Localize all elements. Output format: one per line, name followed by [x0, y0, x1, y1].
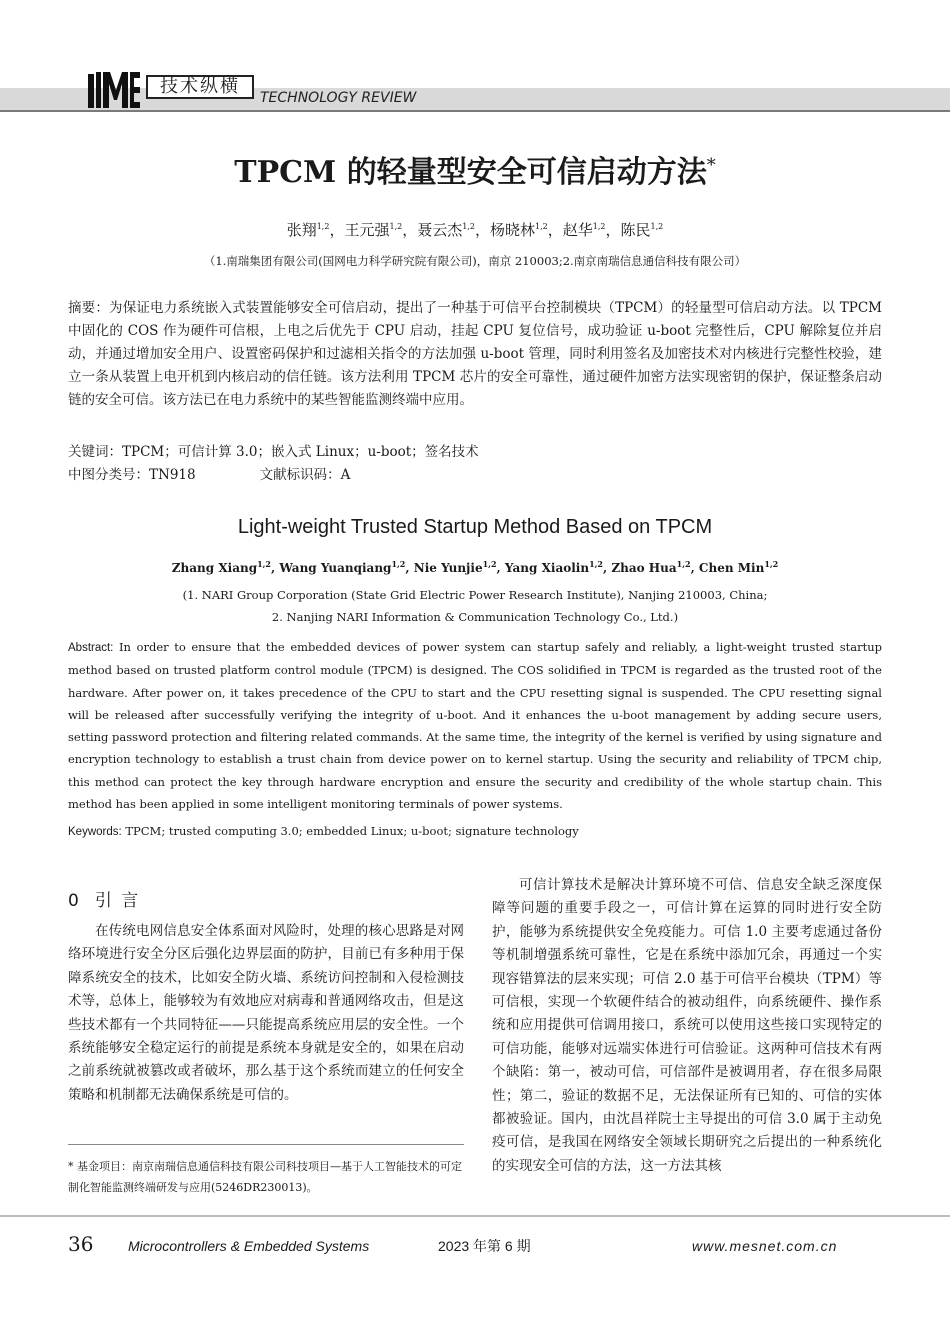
class-number: 中图分类号：TN918 — [68, 467, 196, 483]
column-name-cn: 技术纵横 — [146, 75, 254, 99]
intro-left-column: 在传统电网信息安全体系面对风险时，处理的核心思路是对网络环境进行安全分区后强化边界层面的防护，目前已有多种用于保障系统安全的技术，比如安全防火墙、系统访问控制和入侵检测技术等，总体上，能够较为有效地应对病毒和普通网络攻击，但是这些技术都有一个共同特征——只能提高系统应用层的安全性。一个系统能够安全稳定运行的前提是系统本身就是安全的，如果在启动之前系统就被篡改或者破坏，那么基于这个系统而建立的任何安全策略和机制都无法确保系统是可信的。 — [68, 923, 464, 1103]
abstract-en-text: In order to ensure that the embedded devices of power system can startup safely and reliably, a light-weight trusted startup method based on trusted platform control module (TPCM) is designed. The COS solidified in TPCM is regarded as the trusted root of the hardware. After power on, it takes precedence of the CPU to start and the CPU resetting signal is suspended. The CPU resetting signal will be released after successfully verifying the integrity of u-boot. And it enhances the u-boot management by adding secure users, setting password protection and filtering related commands. At the same time, the integrity of the kernel is verified by using signature and encryption technology to establish a trust chain from device power on to kernel startup. Using the security and reliability of TPCM chip, this method can protect the key through hardware encryption and ensure the security and credibility of the whole startup chain. This method has been applied in some intelligent monitoring terminals of power systems. — [68, 640, 883, 812]
paper-title-en: Light-weight Trusted Startup Method Based on TPCM — [237, 516, 713, 538]
intro-right-column: 可信计算技术是解决计算环境不可信、信息安全缺乏深度保障等问题的重要手段之一，可信计算在运算的同时进行安全防护，能够为系统提供安全免疫能力。可信 1.0 主要考虑通过备份等机制增强系统可靠性，它是在系统中添加冗余，再通过一个实现容错算法的层来实现；可信 2.0 基于可信平台模块（TPM）等可信根，实现一个软硬件结合的被动组件，向系统硬件、操作系统和应用提供可信调用接口，系统可以使用这些接口实现特定的可信功能，能够对远端实体进行可信验证。这两种可信技术有两个缺陷：第一，被动可信，可信部件是被调用者，存在很多局限性；第二，验证的数据不足，无法保证所有已知的、可信的实体都被验证。国内，由沈昌祥院士主导提出的可信 3.0 属于主动免疫可信，是我国在网络安全领域长期研究之后提出的一种系统化的实现安全可信的方法，这一方法其核 — [492, 877, 882, 1174]
author-name: 陈民 — [620, 221, 651, 239]
author-name-en: Zhao Hua — [611, 561, 677, 575]
journal-name: Microcontrollers & Embedded Systems — [128, 1238, 370, 1254]
title-footnote-mark: * — [706, 155, 716, 176]
section-title: 引 言 — [94, 891, 141, 911]
footnote-rule — [68, 1144, 464, 1145]
affiliation-cn: （1.南瑞集团有限公司(国网电力科学研究院有限公司)，南京 210003;2.南京南瑞信息通信科技有限公司） — [203, 254, 747, 268]
keywords-en — [68, 820, 882, 843]
affiliation-en-line-2: 2. Nanjing NARI Information & Communication Technology Co., Ltd.) — [271, 610, 679, 624]
abstract-en — [68, 636, 882, 815]
author-affil-sup: 1,2 — [676, 559, 691, 569]
author-affil-sup: 1,2 — [650, 222, 664, 231]
paper-title-text: TPCM 的轻量型安全可信启动方法 — [234, 155, 707, 190]
author-affil-sup: 1,2 — [764, 559, 779, 569]
author-name-en: Chen Min — [698, 561, 765, 575]
column-name-en: TECHNOLOGY REVIEW — [260, 90, 417, 106]
keywords-cn: 关键词：TPCM；可信计算 3.0；嵌入式 Linux；u-boot；签名技术 — [68, 444, 479, 460]
author-affil-sup: 1,2 — [391, 559, 406, 569]
affiliation-en — [0, 584, 950, 628]
abstract-cn: 摘要：为保证电力系统嵌入式装置能够安全可信启动，提出了一种基于可信平台控制模块（TPCM）的轻量型可信启动方法。以 TPCM 中固化的 COS 作为硬件可信根，上电之后优先于 CPU 启动，挂起 CPU 复位信号，成功验证 u-boot 完整性后，CPU 解除复位并启动，并通过增加安全用户、设置密码保护和过滤相关指令的方法加强 u-boot 管理，同时利用签名及加密技术对内核进行完整性校验，建立一条从装置上电开机到内核启动的信任链。该方法利用 TPCM 芯片的安全可靠性，通过硬件加密方法实现密钥的保护，保证整条启动链的安全可信。该方法已在电力系统中的某些智能监测终端中应用。 — [68, 300, 882, 408]
author-affil-sup: 1,2 — [316, 222, 330, 231]
author-name: 赵华 — [562, 221, 593, 239]
keywords-en-label: Keywords: — [68, 826, 122, 838]
author-affil-sup: 1,2 — [589, 559, 603, 569]
header-rule — [0, 110, 950, 112]
abstract-en-label: Abstract: — [68, 642, 114, 654]
author-name-en: Nie Yunjie — [413, 561, 483, 575]
author-name: 杨晓林 — [490, 221, 536, 239]
footer-rule — [0, 1215, 950, 1217]
author-name-en: Wang Yuanqiang — [279, 561, 392, 575]
section-number: 0 — [68, 891, 81, 911]
author-name-en: Zhang Xiang — [171, 561, 258, 575]
author-name: 王元强 — [344, 221, 390, 239]
author-affil-sup: 1,2 — [592, 222, 606, 231]
affiliation-en-line-1: (1. NARI Group Corporation (State Grid Electric Power Research Institute), Nanjing 210003, China; — [182, 588, 768, 602]
author-affil-sup: 1,2 — [257, 559, 271, 569]
paper-title — [0, 146, 950, 193]
authors-cn: 张翔$^{1,2}$，王元强$^{1,2}$，聂云杰$^{1,2}$，杨晓林$^{1,2}$，赵华$^{1,2}$，陈民$^{1,2}$ — [286, 221, 664, 239]
funding-footnote: * 基金项目：南京南瑞信息通信科技有限公司科技项目—基于人工智能技术的可定制化智能监测终端研发与应用(5246DR230013)。 — [68, 1160, 462, 1194]
author-affil-sup: 1,2 — [462, 222, 475, 231]
author-affil-sup: 1,2 — [482, 559, 497, 569]
journal-logo-icon — [86, 70, 142, 110]
classification-line — [68, 464, 882, 487]
author-affil-sup: 1,2 — [389, 222, 403, 231]
author-name-en: Yang Xiaolin — [504, 561, 590, 575]
journal-website[interactable]: www.mesnet.com.cn — [692, 1238, 838, 1254]
document-code: 文献标识码：A — [259, 467, 351, 483]
author-name: 聂云杰 — [417, 221, 463, 239]
header-band — [0, 88, 950, 110]
journal-issue: 2023 年第 6 期 — [438, 1238, 531, 1254]
keywords-en-text: TPCM; trusted computing 3.0; embedded Linux; u-boot; signature technology — [125, 824, 579, 838]
page-number: 36 — [68, 1232, 94, 1256]
authors-en: Zhang Xiang$^{1,2}$, Wang Yuanqiang$^{1,2}$, Nie Yunjie$^{1,2}$, Yang Xiaolin$^{1,2}$, Zhao Hua$^{1,2}$, Chen Min$^{1,2}$ — [171, 559, 779, 575]
section-heading — [68, 888, 140, 914]
author-affil-sup: 1,2 — [535, 222, 548, 231]
author-name: 张翔 — [286, 221, 317, 239]
